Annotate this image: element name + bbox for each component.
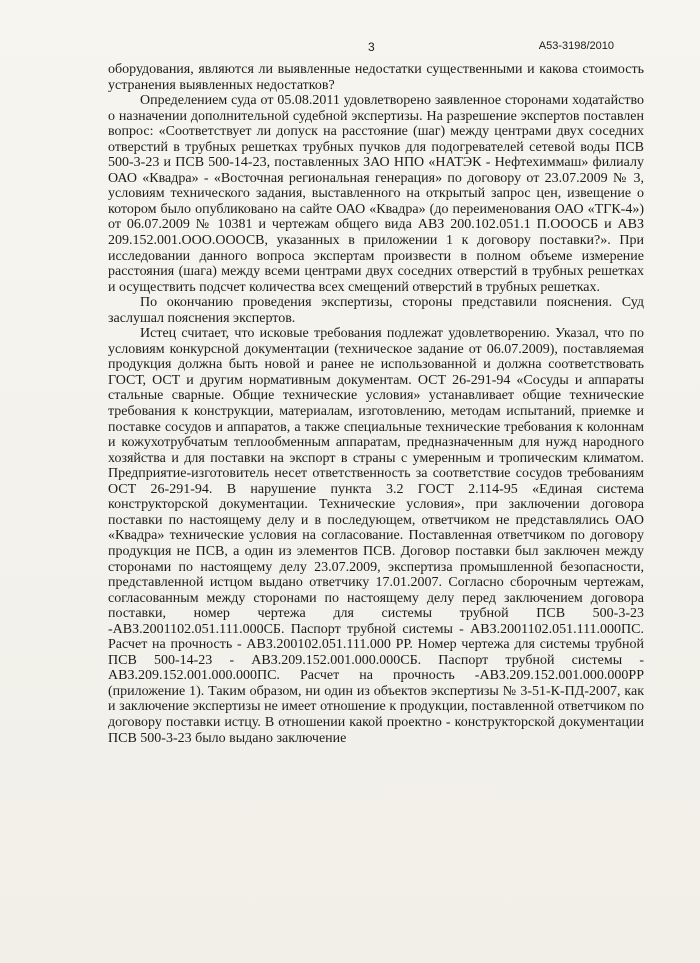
bleed-through-text xyxy=(200,940,460,948)
case-number: А53-3198/2010 xyxy=(538,40,614,52)
paragraph-continuation: оборудования, являются ли выявленные недостатки существенными и какова стоимость устранения выявленных недостатков? xyxy=(108,62,644,93)
paragraph-expert-question: Определением суда от 05.08.2011 удовлетворено заявленное сторонами ходатайство о назначении дополнительной судебной экспертизы. На разрешение экспертов поставлен вопрос: «Соответствует ли допуск на расстояние (шаг) между центрами двух соседних отверстий в трубных решетках трубных пучков для подогревателей сетевой воды ПСВ 500-3-23 и ПСВ 500-14-23, поставленных ЗАО НПО «НАТЭК - Нефтехиммаш» филиалу ОАО «Квадра» - «Восточная региональная генерация» по договору от 23.07.2009 № 3, условиям технического задания, выставленного на открытый запрос цен, извещение о котором было опубликовано на сайте ОАО «Квадра» (до переименования ОАО «ТГК-4») от 06.07.2009 № 10381 и чертежам общего вида АВЗ 200.102.051.1 П.ОООСБ и АВЗ 209.152.001.ООО.ОООСВ, указанных в приложении 1 к договору поставки?». При исследовании данного вопроса экспертам произвести в полном объеме измерение расстояния (шага) между всеми центрами двух соседних отверстий в трубных решетках и осуществить подсчет количества всех смещений отверстий в трубных решетках. xyxy=(108,93,644,295)
paragraph-explanations: По окончанию проведения экспертизы, стороны представили пояснения. Суд заслушал пояснения экспертов. xyxy=(108,295,644,326)
document-body xyxy=(108,62,644,746)
page-number: 3 xyxy=(368,40,375,54)
paragraph-plaintiff-position: Истец считает, что исковые требования подлежат удовлетворению. Указал, что по условиям конкурсной документации (техническое задание от 06.07.2009), поставляемая продукция должна быть новой и ранее не использованной и должна соответствовать ГОСТ, ОСТ и другим нормативным документам. ОСТ 26-291-94 «Сосуды и аппараты стальные сварные. Общие технические условия» устанавливает общие технические требования к конструкции, материалам, изготовлению, методам испытаний, приемке и поставке сосудов и аппаратов, а также специальные технические требования к колоннам и кожухотрубчатым теплообменным аппаратам, предназначенным для нужд народного хозяйства и для поставки на экспорт в страны с умеренным и тропическим климатом. Предприятие-изготовитель несет ответственность за соответствие сосудов требованиям ОСТ 26-291-94. В нарушение пункта 3.2 ГОСТ 2.114-95 «Единая система конструкторской документации. Технические условия», при заключении договора поставки по настоящему делу и в последующем, ответчиком не представлялись ОАО «Квадра» технические условия на согласование. Поставленная ответчиком по договору продукция не ПСВ, а один из элементов ПСВ. Договор поставки был заключен между сторонами по настоящему делу 23.07.2009, экспертиза промышленной безопасности, представленной истцом выдано ответчику 17.01.2007. Согласно сборочным чертежам, согласованным между сторонами по настоящему делу перед заключением договора поставки, номер чертежа для системы трубной ПСВ 500-3-23 -АВЗ.2001102.051.111.000СБ. Паспорт трубной системы - АВЗ.2001102.051.111.000ПС. Расчет на прочность - АВЗ.200102.051.111.000 РР. Номер чертежа для системы трубной ПСВ 500-14-23 - АВЗ.209.152.001.000.000СБ. Паспорт трубной системы - АВЗ.209.152.001.000.000ПС. Расчет на прочность -АВЗ.209.152.001.000.000РР (приложение 1). Таким образом, ни один из объектов экспертизы № 3-51-К-ПД-2007, как и заключение экспертизы не имеет отношение к продукции, поставленной ответчиком по договору поставки истцу. В отношении какой проектно - конструкторской документации ПСВ 500-3-23 было выдано заключение xyxy=(108,326,644,746)
